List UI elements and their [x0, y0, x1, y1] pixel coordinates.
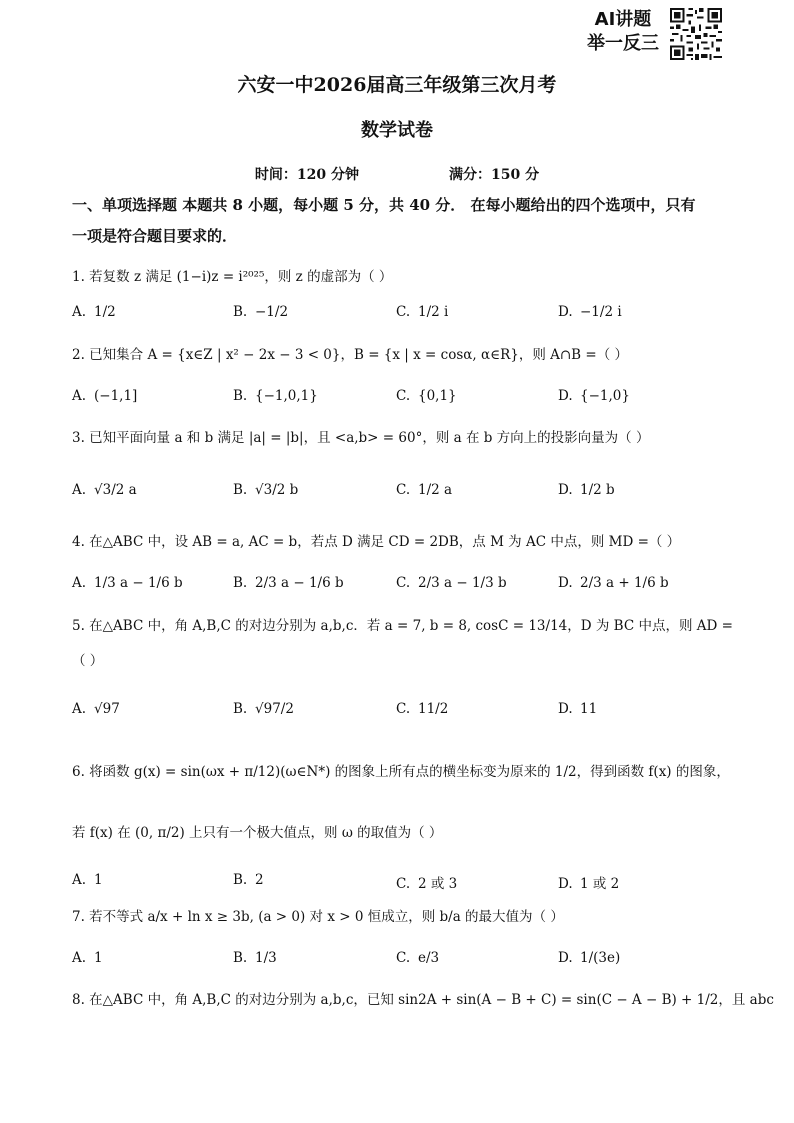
option-value: √3/2 b: [255, 482, 299, 498]
exam-title: 六安一中2026届高三年级第三次月考: [237, 74, 557, 96]
option-b[interactable]: B. 2/3 a − 1/6 b: [233, 575, 344, 591]
option-value: e/3: [418, 950, 440, 966]
option-value: 1/(3e): [580, 950, 621, 966]
exam-time-info: [0, 164, 794, 184]
question-7-stem: 7. 若不等式 a/x + ln x ≥ 3b, (a > 0) 对 x > 0 恒成立，则 b/a 的最大值为（ ）: [72, 909, 564, 925]
qr-code-icon[interactable]: [670, 8, 722, 60]
option-value: {−1,0}: [580, 388, 630, 404]
option-a[interactable]: A. 1/3 a − 1/6 b: [72, 575, 183, 591]
option-a[interactable]: A. 1: [72, 872, 103, 888]
option-d[interactable]: D. 1 或 2: [558, 876, 620, 892]
option-value: 2/3 a + 1/6 b: [580, 575, 669, 591]
option-value: 2/3 a − 1/3 b: [418, 575, 507, 591]
badge-line1: AI讲题: [594, 9, 652, 30]
option-b[interactable]: B. 2: [233, 872, 264, 888]
section-heading-line1: 一、单项选择题 本题共 8 小题，每小题 5 分，共 40 分． 在每小题给出的四个选项中，只有: [72, 196, 696, 214]
option-value: 11: [580, 701, 598, 717]
option-value: (−1,1]: [94, 388, 138, 404]
option-value: 1/2 i: [418, 304, 449, 320]
badge-text: [578, 8, 668, 56]
option-value: 2 或 3: [418, 876, 458, 892]
option-value: 1/2 b: [580, 482, 615, 498]
option-b[interactable]: B. √3/2 b: [233, 482, 299, 498]
option-b[interactable]: B. 1/3: [233, 950, 277, 966]
exam-score: 满分：150 分: [449, 167, 540, 183]
option-c[interactable]: C. 11/2: [396, 701, 449, 717]
option-b[interactable]: B. {−1,0,1}: [233, 388, 318, 404]
exam-time: 时间：120 分钟: [254, 167, 359, 183]
option-c[interactable]: C. 2/3 a − 1/3 b: [396, 575, 507, 591]
option-value: 11/2: [418, 701, 449, 717]
option-value: 1/2 a: [418, 482, 453, 498]
option-d[interactable]: D. 1/(3e): [558, 950, 621, 966]
question-2-options: [72, 388, 732, 418]
question-2-stem: 2. 已知集合 A = {x∈Z | x² − 2x − 3 < 0}，B = {x | x = cosα, α∈R}，则 A∩B =（ ）: [72, 347, 628, 363]
exam-subtitle: 数学试卷: [361, 120, 433, 141]
question-1-options: [72, 304, 732, 334]
option-value: 1/3 a − 1/6 b: [94, 575, 183, 591]
question-4-stem: 4. 在△ABC 中，设 AB = a, AC = b，若点 D 满足 CD = 2DB，点 M 为 AC 中点，则 MD =（ ）: [72, 534, 681, 550]
option-c[interactable]: C. 1/2 i: [396, 304, 449, 320]
option-value: √97/2: [255, 701, 294, 717]
question-6-stem-cont: 若 f(x) 在 (0, π/2) 上只有一个极大值点，则 ω 的取值为（ ）: [72, 825, 443, 841]
question-6-stem: 6. 将函数 g(x) = sin(ωx + π/12)(ω∈N*) 的图象上所有点的横坐标变为原来的 1/2，得到函数 f(x) 的图象，: [72, 764, 730, 780]
option-value: 1/3: [255, 950, 277, 966]
option-b[interactable]: B. −1/2: [233, 304, 289, 320]
option-value: −1/2: [255, 304, 289, 320]
option-c[interactable]: C. {0,1}: [396, 388, 457, 404]
question-1-stem: 1. 若复数 z 满足 (1−i)z = i²⁰²⁵，则 z 的虚部为（ ）: [72, 269, 393, 285]
option-b[interactable]: B. √97/2: [233, 701, 294, 717]
question-5-stem-cont: （ ）: [72, 653, 104, 669]
question-6-options: [72, 872, 732, 902]
option-value: 2/3 a − 1/6 b: [255, 575, 344, 591]
question-5-stem: 5. 在△ABC 中，角 A,B,C 的对边分别为 a,b,c．若 a = 7, b = 8, cosC = 13/14，D 为 BC 中点，则 AD =: [72, 618, 733, 634]
option-d[interactable]: D. 11: [558, 701, 598, 717]
option-d[interactable]: D. −1/2 i: [558, 304, 622, 320]
option-c[interactable]: C. 1/2 a: [396, 482, 453, 498]
option-d[interactable]: D. {−1,0}: [558, 388, 630, 404]
ai-badge: [578, 8, 728, 64]
question-5-options: [72, 701, 732, 731]
question-3-stem: 3. 已知平面向量 a 和 b 满足 |a| = |b|，且 <a,b> = 60°，则 a 在 b 方向上的投影向量为（ ）: [72, 430, 650, 446]
option-value: √3/2 a: [94, 482, 137, 498]
question-4-options: [72, 575, 732, 605]
option-a[interactable]: A. √3/2 a: [72, 482, 137, 498]
option-value: 1: [94, 950, 103, 966]
section-heading-line2: 一项是符合题目要求的．: [72, 227, 238, 245]
badge-line2: 举一反三: [587, 33, 659, 54]
option-c[interactable]: C. e/3: [396, 950, 440, 966]
section-heading: [72, 190, 732, 252]
option-value: √97: [94, 701, 120, 717]
option-a[interactable]: A. 1/2: [72, 304, 116, 320]
option-value: 2: [255, 872, 264, 888]
option-a[interactable]: A. (−1,1]: [72, 388, 138, 404]
option-value: {0,1}: [418, 388, 457, 404]
option-a[interactable]: A. 1: [72, 950, 103, 966]
option-value: {−1,0,1}: [255, 388, 318, 404]
option-value: 1 或 2: [580, 876, 620, 892]
option-c[interactable]: C. 2 或 3: [396, 876, 458, 892]
option-a[interactable]: A. √97: [72, 701, 120, 717]
question-8-stem: 8. 在△ABC 中，角 A,B,C 的对边分别为 a,b,c，已知 sin2A + sin(A − B + C) = sin(C − A − B) + 1/2，且 abc: [72, 992, 774, 1008]
question-7-options: [72, 950, 732, 980]
option-value: −1/2 i: [580, 304, 622, 320]
option-d[interactable]: D. 1/2 b: [558, 482, 615, 498]
option-d[interactable]: D. 2/3 a + 1/6 b: [558, 575, 669, 591]
option-value: 1/2: [94, 304, 116, 320]
question-3-options: [72, 482, 732, 512]
option-value: 1: [94, 872, 103, 888]
